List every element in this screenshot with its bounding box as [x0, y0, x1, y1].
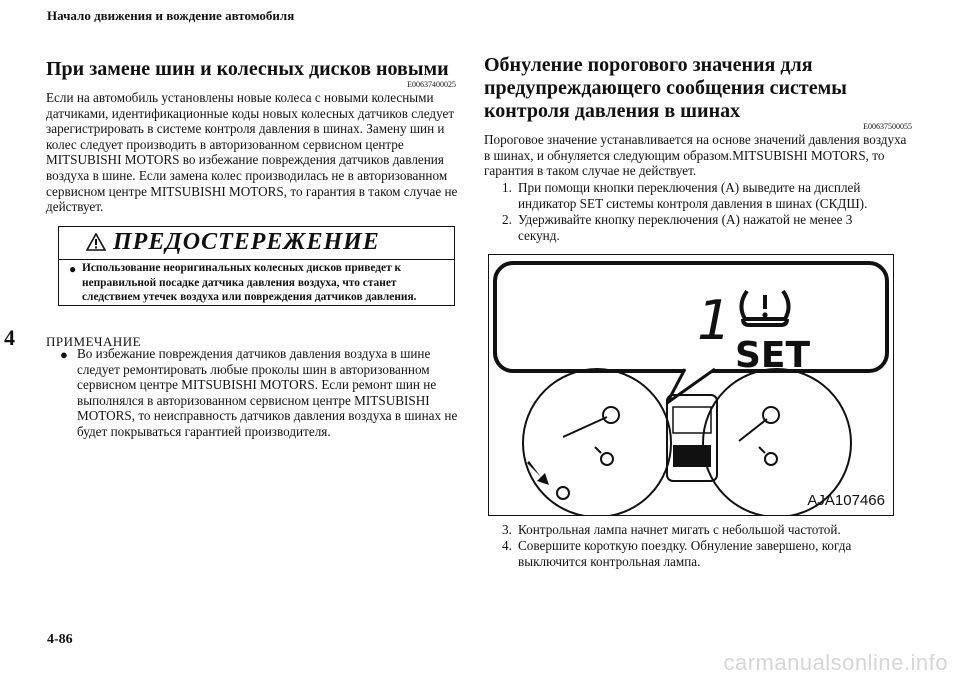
note-label: ПРИМЕЧАНИЕ — [46, 334, 142, 349]
step-3 — [502, 522, 922, 538]
step-text — [518, 522, 922, 538]
step-2 — [502, 212, 922, 244]
figure-id: AJA107466 — [807, 492, 885, 509]
display-digit: 1 — [697, 289, 732, 352]
section-title-tire-replacement: При замене шин и колесных дисков новыми — [46, 58, 449, 80]
step-text — [518, 212, 922, 243]
section-code: E00637400025 — [407, 80, 456, 89]
step-line: секунд. — [518, 227, 560, 243]
switch-button — [557, 487, 569, 499]
step-number: 1. — [502, 180, 512, 195]
instrument-cluster-illustration — [489, 255, 893, 515]
step-line: индикатор SET системы контроля давления в шинах (СКДШ). — [518, 195, 868, 211]
section-intro: Пороговое значение устанавливается на основе значений давления воздуха в шинах, и обнуляется следующим образом.MITSUBISHI MOTORS, то гарантия в таком случае не действует. — [484, 132, 907, 179]
display-panel-outline — [495, 263, 887, 371]
tpms-display-figure — [488, 254, 894, 516]
running-header: Начало движения и вождение автомобиля — [47, 8, 295, 23]
step-number: 3. — [502, 522, 512, 537]
step-line: Совершите короткую поездку. Обнуление завершено, когда — [518, 538, 852, 553]
step-number: 4. — [502, 538, 512, 553]
step-1 — [502, 180, 922, 212]
tire-pressure-icon — [741, 291, 788, 325]
step-line: Контрольная лампа начнет мигать с небольшой частотой. — [518, 522, 841, 537]
step-text — [518, 180, 922, 211]
chapter-tab: 4 — [4, 325, 15, 350]
step-line: При помощи кнопки переключения (A) выведите на дисплей — [518, 180, 861, 195]
warning-title: ПРЕДОСТЕРЕЖЕНИЕ — [113, 229, 380, 255]
watermark: carmanualsonline.info — [723, 650, 948, 675]
tire-pressure-icon-dot — [762, 312, 767, 317]
step-line: выключится контрольная лампа. — [518, 553, 701, 569]
callout-pointer — [667, 369, 715, 403]
step-4 — [502, 538, 922, 570]
warning-triangle-icon — [86, 233, 106, 251]
bullet-icon: ● — [69, 262, 77, 276]
bullet-icon: ● — [60, 347, 68, 362]
warning-header — [59, 227, 454, 260]
step-line: Удерживайте кнопку переключения (A) нажатой не менее 3 — [518, 212, 853, 227]
section-code: E00637500055 — [863, 122, 912, 131]
step-number: 2. — [502, 212, 512, 227]
left-gauge — [523, 369, 671, 515]
step-text — [518, 538, 922, 569]
display-set-text: SET — [735, 335, 811, 376]
section-title-tpms-reset: Обнуление порогового значения для предупреждающего сообщения системы контроля давления в шинах — [484, 54, 847, 122]
page-number: 4-86 — [47, 632, 73, 647]
warning-box — [58, 226, 455, 306]
warning-text: Использование неоригинальных колесных дисков приведет к неправильной посадке датчика давления воздуха, что станет следствием утечек воздуха или повреждения датчиков давления. — [82, 262, 417, 303]
center-multi-display — [667, 395, 717, 481]
note-text: Во избежание повреждения датчиков давления воздуха в шине следует ремонтировать любые проколы шин в авторизованном сервисном центре MITSUBISHI MOTORS. Если ремонт шин не выполнялся в авторизованном сервисном центре MITSUBISHI MOTORS, то неисправность датчиков давления воздуха в шинах не будет покрываться гарантией производителя. — [77, 346, 458, 439]
section-body: Если на автомобиль установлены новые колеса с новыми колесными датчиками, идентификационные коды новых колесных датчиков следует зарегистрировать в системе контроля давления в шинах. Замену шин и колес следует производить в авторизованном сервисном центре MITSUBISHI MOTORS во избежание повреждения датчиков давления воздуха в шине. Если замена колес производилась не в авторизованном сервисном центре MITSUBISHI MOTORS, то гарантия в таком случае не действует. — [46, 90, 458, 215]
